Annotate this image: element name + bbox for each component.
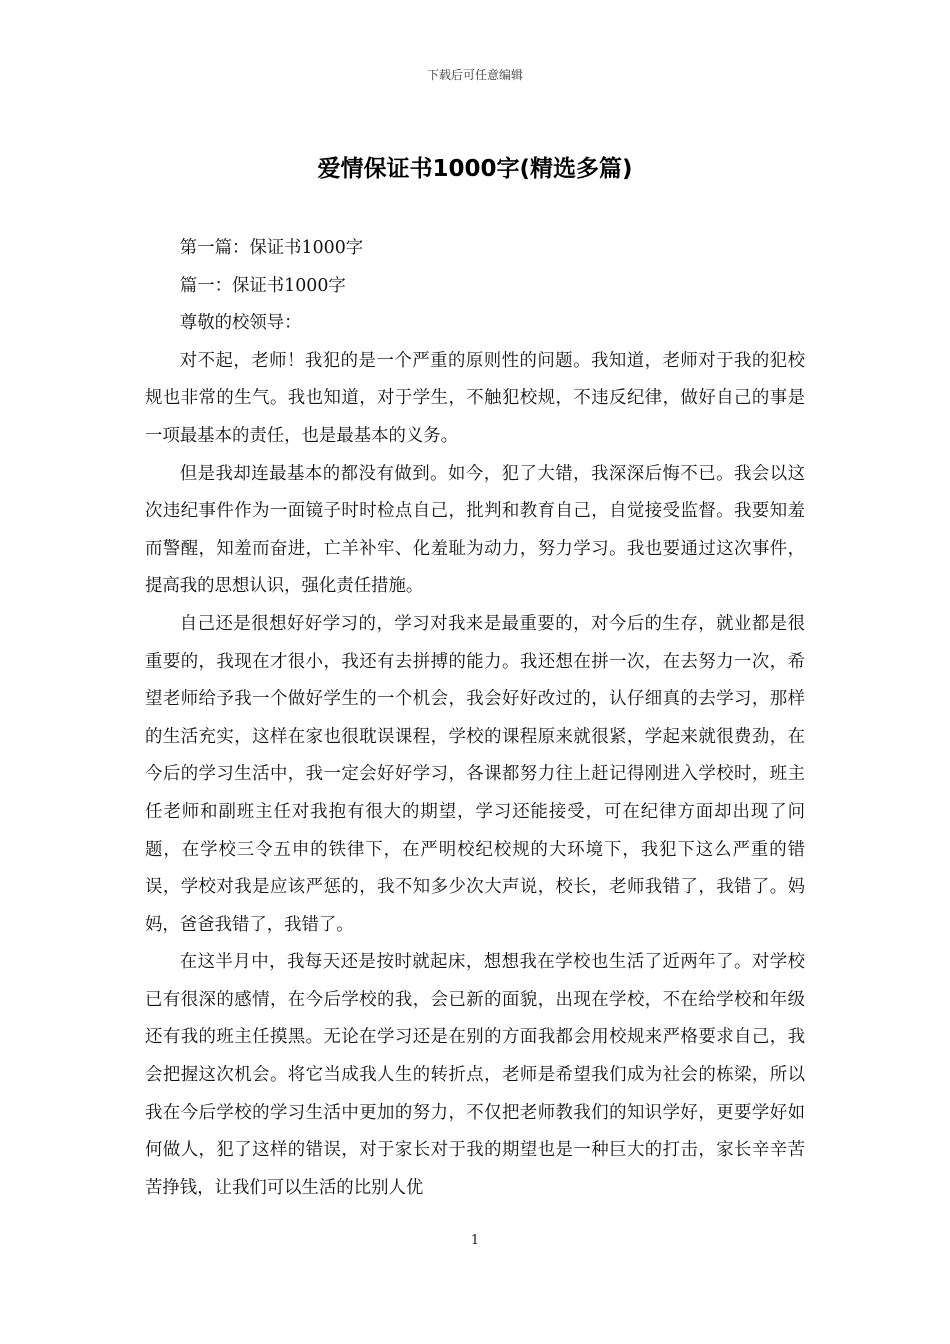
paragraph-salutation: 尊敬的校领导：	[179, 313, 302, 334]
paragraph-body: 但是我却连最基本的都没有做到。如今，犯了大错，我深深后悔不已。我会以这次违纪事件作为一面镜子时时检点自己，批判和教育自己，自觉接受监督。我要知羞而警醒，知羞而奋进，亡羊补牢、化羞耻为动力，努力学习。我也要通过这次事件，提高我的思想认识，强化责任措施。	[145, 463, 805, 597]
document-body	[145, 230, 805, 1207]
paragraph-body: 在这半月中，我每天还是按时就起床，想想我在学校也生活了近两年了。对学校已有很深的感情，在今后学校的我，会已新的面貌，出现在学校，不在给学校和年级还有我的班主任摸黑。无论在学习还是在别的方面我都会用校规来严格要求自己，我会把握这次机会。将它当成我人生的转折点，老师是希望我们成为社会的栋梁，所以我在今后学校的学习生活中更加的努力，不仅把老师教我们的知识学好，更要学好如何做人，犯了这样的错误，对于家长对于我的期望也是一种巨大的打击，家长辛辛苦苦挣钱，让我们可以生活的比别人优	[145, 952, 805, 1198]
page-number: 1	[470, 1233, 480, 1248]
page-header: 下载后可任意编辑	[426, 68, 523, 82]
paragraph-section-heading: 第一篇：保证书1000字	[179, 238, 364, 258]
paragraph-body: 对不起，老师！我犯的是一个严重的原则性的问题。我知道，老师对于我的犯校规也非常的生气。我也知道，对于学生，不触犯校规，不违反纪律，做好自己的事是一项最基本的责任，也是最基本的义务。	[145, 350, 805, 446]
paragraph-subheading: 篇一：保证书1000字	[179, 275, 346, 296]
paragraph-body: 自己还是很想好好学习的，学习对我来是最重要的，对今后的生存，就业都是很重要的，我现在才很小，我还有去拼搏的能力。我还想在拼一次，在去努力一次，希望老师给予我一个做好学生的一个机会，我会好好改过的，认仔细真的去学习，那样的生活充实，这样在家也很耽误课程，学校的课程原来就很紧，学起来就很费劲，在今后的学习生活中，我一定会好好学习，各课都努力往上赶记得刚进入学校时，班主任老师和副班主任对我抱有很大的期望，学习还能接受，可在纪律方面却出现了问题，在学校三令五申的铁律下，在严明校纪校规的大环境下，我犯下这么严重的错误，学校对我是应该严惩的，我不知多少次大声说，校长，老师我错了，我错了。妈妈，爸爸我错了，我错了。	[145, 613, 805, 935]
document-title: 爱情保证书1000字(精选多篇)	[317, 156, 633, 182]
